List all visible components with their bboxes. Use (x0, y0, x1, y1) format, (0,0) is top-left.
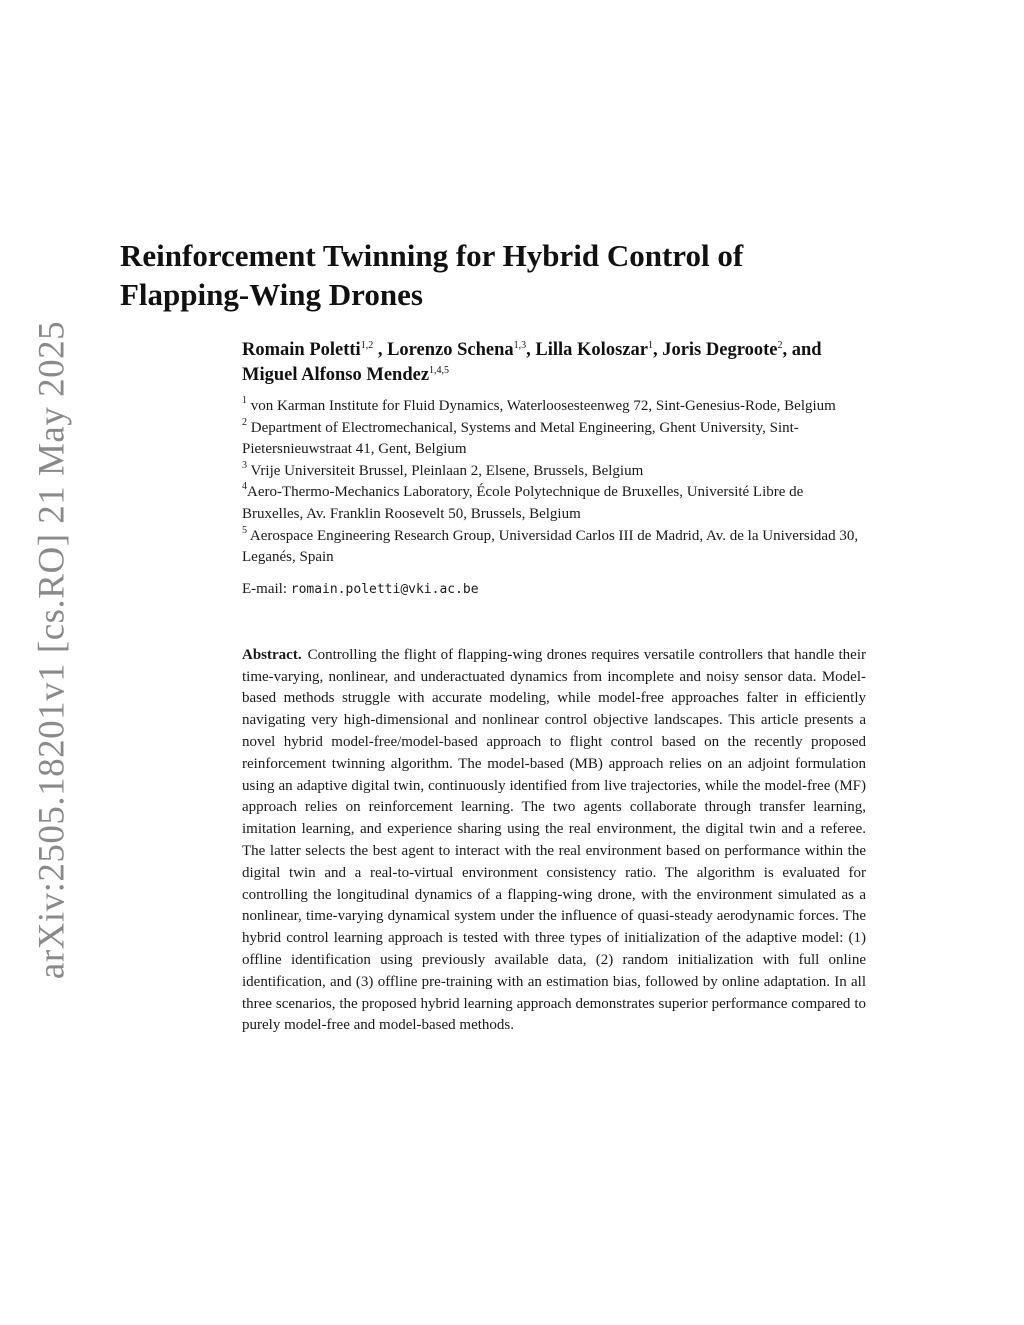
author-affiliation-mark: 1,2 (360, 340, 374, 351)
affiliation-text: Vrije Universiteit Brussel, Pleinlaan 2, Elsene, Brussels, Belgium (247, 462, 644, 479)
affiliation-number: 2 (242, 416, 247, 428)
affiliation-text: Aerospace Engineering Research Group, Universidad Carlos III de Madrid, Av. de la Universidad 30, Leganés, Spain (242, 527, 859, 566)
affiliation-item (242, 396, 866, 418)
affiliation-number: 4 (242, 481, 247, 493)
affiliation-item (242, 482, 866, 525)
affiliation-text: von Karman Institute for Fluid Dynamics, Waterloosesteenweg 72, Sint-Genesius-Rode, Belgium (247, 398, 836, 414)
author-name: Lilla Koloszar (535, 340, 648, 360)
author-affiliation-mark: 1,3 (513, 340, 527, 351)
email-label: E-mail: (242, 580, 291, 597)
affiliation-item (242, 418, 866, 461)
author-separator: , (526, 340, 536, 360)
author-affiliation-mark: 1 (647, 340, 653, 351)
affiliation-number: 3 (242, 459, 247, 471)
author-list (242, 338, 866, 388)
front-matter (242, 338, 866, 1052)
arxiv-identifier-stamp: arXiv:2505.18201v1 [cs.RO] 21 May 2025 (31, 320, 73, 980)
affiliation-number: 5 (242, 524, 247, 536)
affiliation-item (242, 461, 866, 483)
author-name: Miguel Alfonso Mendez (242, 365, 430, 385)
contact-email (242, 578, 866, 601)
affiliation-number: 1 (242, 395, 247, 406)
author-separator: , (652, 340, 663, 360)
email-address-link[interactable]: romain.poletti@vki.ac.be (290, 581, 479, 597)
author-separator: , and (782, 340, 822, 360)
affiliation-text: Department of Electromechanical, Systems and Metal Engineering, Ghent University, Sint-Pietersnieuwstraat 41, Gent, Belgium (242, 419, 799, 458)
affiliation-text: Aero-Thermo-Mechanics Laboratory, École Polytechnique de Bruxelles, Université Libre de Bruxelles, Av. Franklin Roosevelt 50, Brussels, Belgium (242, 484, 804, 522)
paper-title (120, 236, 880, 314)
author-name: Romain Poletti (242, 340, 361, 360)
affiliation-item (242, 526, 866, 569)
author-separator: , (373, 340, 388, 360)
author-name: Lorenzo Schena (387, 340, 514, 360)
author-affiliation-mark: 1,4,5 (429, 365, 450, 376)
title-line-1: Reinforcement Twinning for Hybrid Control of (120, 238, 744, 273)
abstract (242, 645, 866, 1037)
author-affiliation-mark: 2 (777, 340, 783, 351)
abstract-text: Controlling the flight of flapping-wing drones requires versatile controllers that handle their time-varying, nonlinear, and underactuated dynamics from incomplete and noisy sensor data. Model-based methods struggle with accurate modeling, while model-free approaches falter in efficiently navigating very high-dimensional and nonlinear control objective landscapes. This article presents a novel hybrid model-free/model-based approach to flight control based on the recently proposed reinforcement twinning algorithm. The model-based (MB) approach relies on an adjoint formulation using an adaptive digital twin, continuously identified from live trajectories, while the model-free (MF) approach relies on reinforcement learning. The two agents collaborate through transfer learning, imitation learning, and experience sharing using the real environment, the digital twin and a referee. The latter selects the best agent to interact with the real environment based on performance within the digital twin and a real-to-virtual environment consistency ratio. The algorithm is evaluated for controlling the longitudinal dynamics of a flapping-wing drone, with the environment simulated as a nonlinear, time-varying dynamical system under the influence of quasi-steady aerodynamic forces. The hybrid control learning approach is tested with three types of initialization of the adaptive model: (1) offline identification using previously available data, (2) random initialization with full online identification, and (3) offline pre-training with an estimation bias, followed by online adaptation. In all three scenarios, the proposed hybrid learning approach demonstrates superior performance compared to purely model-free and model-based methods. (242, 646, 866, 1034)
affiliation-list (242, 396, 866, 569)
abstract-label: Abstract. (242, 646, 302, 663)
author-name: Joris Degroote (662, 340, 778, 360)
title-line-2: Flapping-Wing Drones (120, 277, 423, 312)
